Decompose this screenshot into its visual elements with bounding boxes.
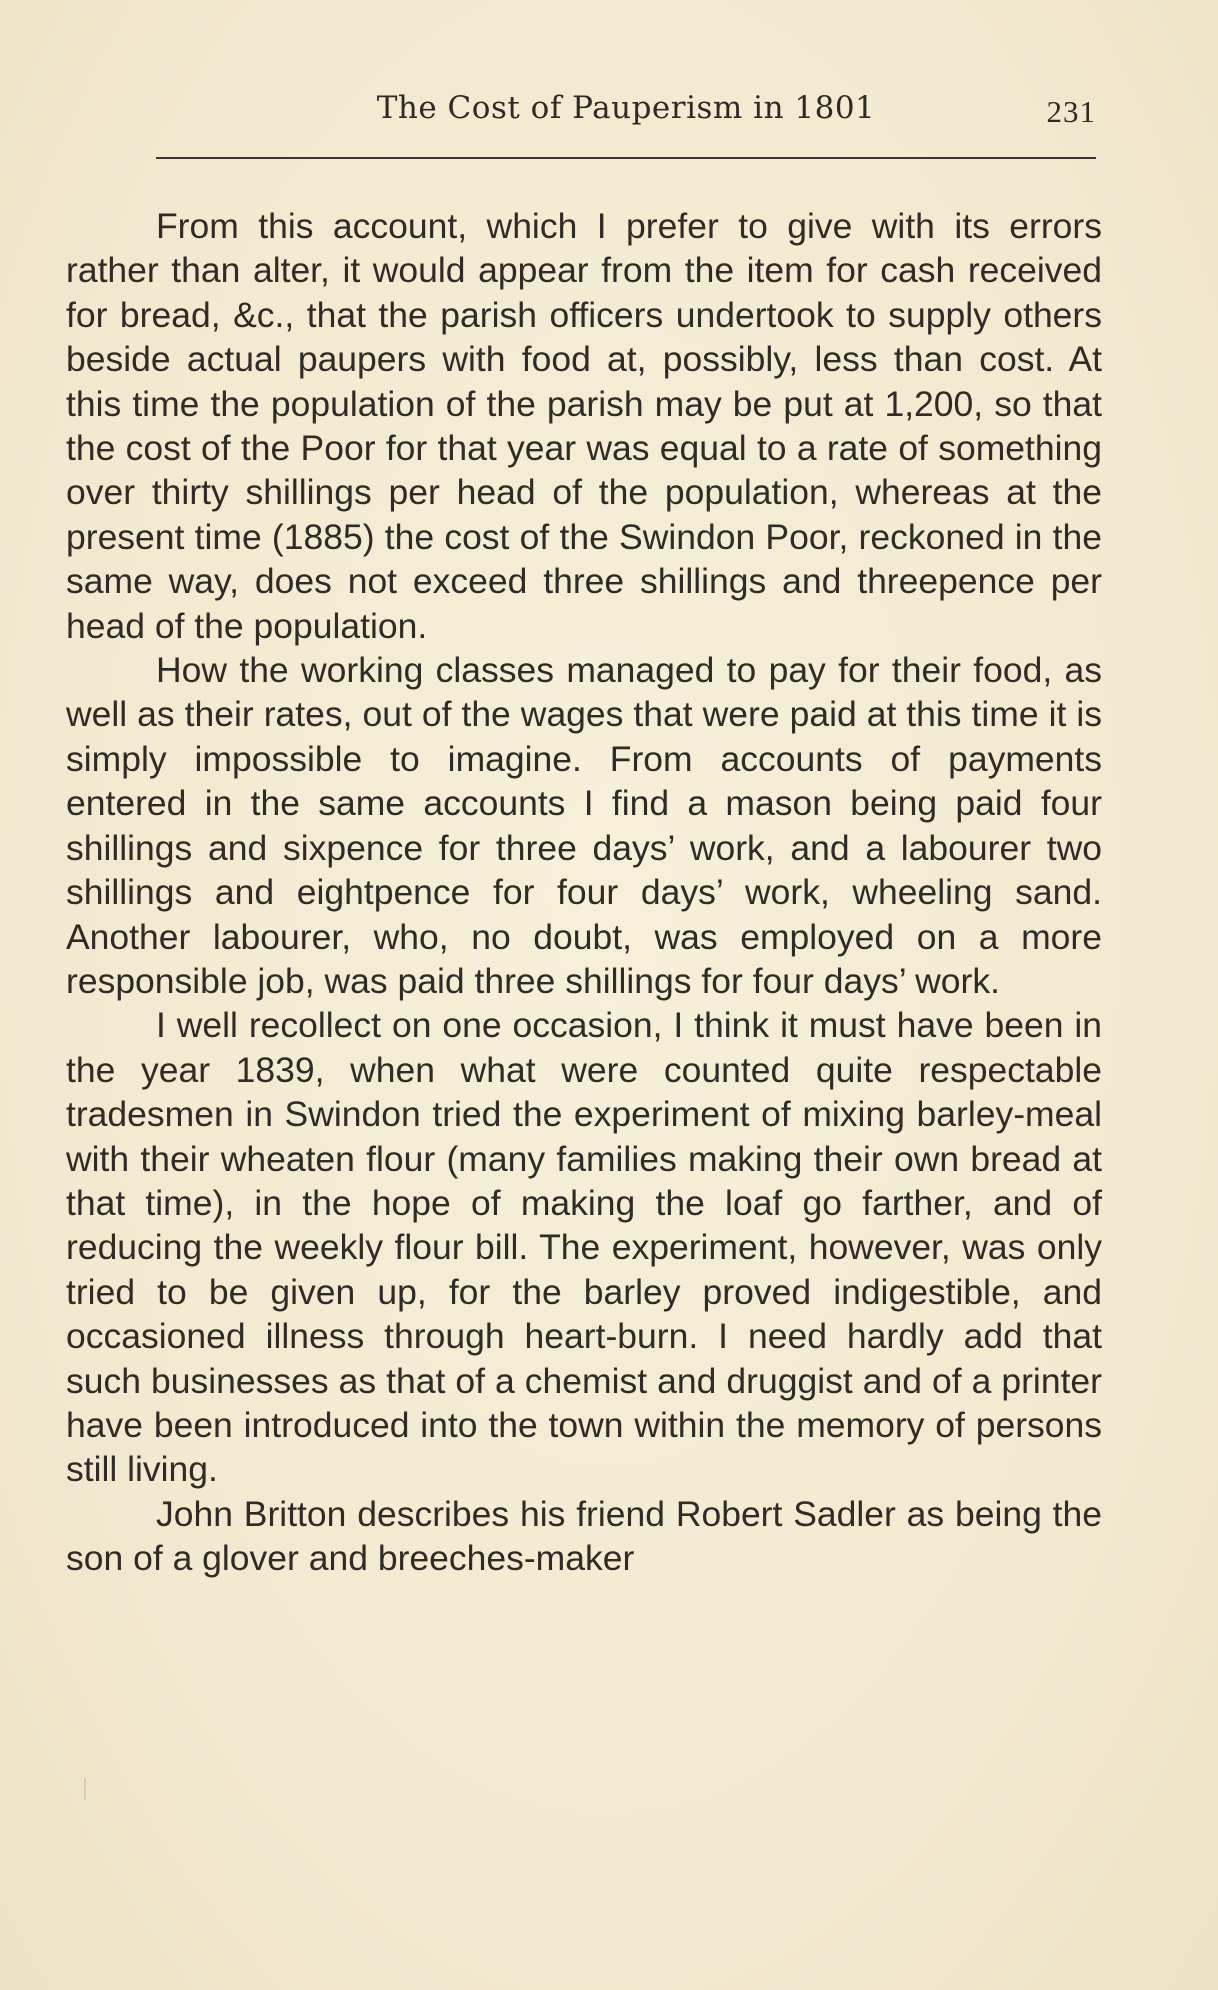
body-text bbox=[66, 204, 1102, 1581]
header-rule bbox=[156, 157, 1096, 159]
paper-mark bbox=[84, 1778, 86, 1800]
paragraph-4: John Britton describes his friend Robert Sadler as being the son of a glover and breeches-maker bbox=[66, 1493, 1102, 1579]
paragraph-3: I well recollect on one occasion, I think it must have been in the year 1839, when what were counted quite respectable tradesmen in Swindon tried the experiment of mixing barley-meal with their wheaten flour (many families making their own bread at that time), in the hope of making the loaf go farther, and of reducing the weekly flour bill. The experiment, however, was only tried to be given up, for the barley proved indigestible, and occasioned illness through heart-burn. I need hardly add that such businesses as that of a chemist and druggist and of a printer have been introduced into the town within the memory of persons still living. bbox=[66, 1005, 1102, 1490]
paragraph-2: How the working classes managed to pay for their food, as well as their rates, out of the wages that were paid at this time it is simply impossible to imagine. From accounts of payments entered in the same accounts I find a mason being paid four shillings and sixpence for three days’ work, and a labourer two shillings and eightpence for four days’ work, wheeling sand. Another labourer, who, no doubt, was employed on a more responsible job, was paid three shillings for four days’ work. bbox=[66, 650, 1102, 1001]
paragraph-1: From this account, which I prefer to give with its errors rather than alter, it would appear from the item for cash received for bread, &c., that the parish officers undertook to supply others beside actual paupers with food at, possibly, less than cost. At this time the population of the parish may be put at 1,200, so that the cost of the Poor for that year was equal to a rate of something over thirty shillings per head of the population, whereas at the present time (1885) the cost of the Swindon Poor, reckoned in the same way, does not exceed three shillings and threepence per head of the population. bbox=[66, 206, 1102, 646]
page-number: 231 bbox=[1046, 94, 1096, 129]
running-title: The Cost of Pauperism in 1801 bbox=[376, 90, 876, 126]
running-head bbox=[156, 82, 1096, 142]
